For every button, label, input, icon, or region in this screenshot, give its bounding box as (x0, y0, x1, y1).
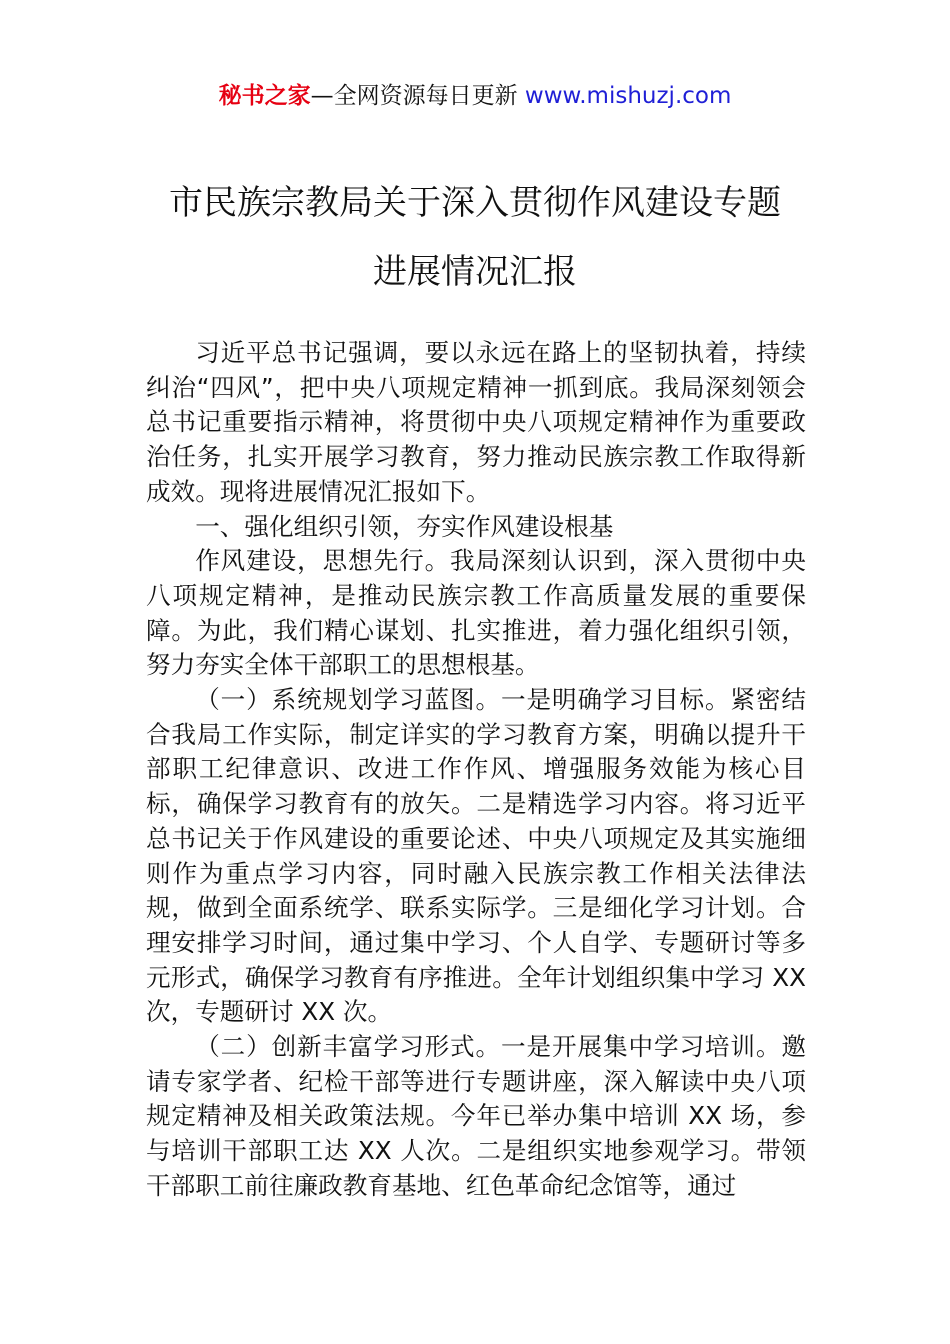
site-brand: 秘书之家 (218, 83, 311, 109)
subsection-2-paragraph: （二）创新丰富学习形式。一是开展集中学习培训。邀请专家学者、纪检干部等进行专题讲座，深入解读中央八项规定精神及相关政策法规。今年已举办集中培训 XX 场，参与培训干部职工达 XX 人次。二是组织实地参观学习。带领干部职工前往廉政教育基地、红色革命纪念馆等，通过 (146, 1032, 806, 1200)
site-url-link[interactable]: www.mishuzj.com (524, 83, 732, 109)
section-heading-1: 一、强化组织引领，夯实作风建设根基 (195, 511, 614, 541)
site-header (0, 80, 950, 112)
intro-paragraph: 习近平总书记强调，要以永远在路上的坚韧执着，持续纠治“四风”，把中央八项规定精神一抓到底。我局深刻领会总书记重要指示精神，将贯彻中央八项规定精神作为重要政治任务，扎实开展学习教育，努力推动民族宗教工作取得新成效。现将进展情况汇报如下。 (146, 338, 806, 506)
document-title-line-1: 市民族宗教局关于深入贯彻作风建设专题 (169, 183, 781, 223)
document-body (146, 336, 806, 1204)
subsection-1-paragraph: （一）系统规划学习蓝图。一是明确学习目标。紧密结合我局工作实际，制定详实的学习教育方案，明确以提升干部职工纪律意识、改进工作作风、增强服务效能为核心目标，确保学习教育有的放矢。二是精选学习内容。将习近平总书记关于作风建设的重要论述、中央八项规定及其实施细则作为重点学习内容，同时融入民族宗教工作相关法律法规，做到全面系统学、联系实际学。三是细化学习计划。合理安排学习时间，通过集中学习、个人自学、专题研讨等多元形式，确保学习教育有序推进。全年计划组织集中学习 XX 次，专题研讨 XX 次。 (146, 685, 806, 1027)
section-1-paragraph: 作风建设，思想先行。我局深刻认识到，深入贯彻中央八项规定精神，是推动民族宗教工作高质量发展的重要保障。为此，我们精心谋划、扎实推进，着力强化组织引领，努力夯实全体干部职工的思想根基。 (146, 546, 806, 680)
site-tagline: —全网资源每日更新 (310, 83, 525, 109)
document-title-line-2: 进展情况汇报 (373, 252, 577, 292)
